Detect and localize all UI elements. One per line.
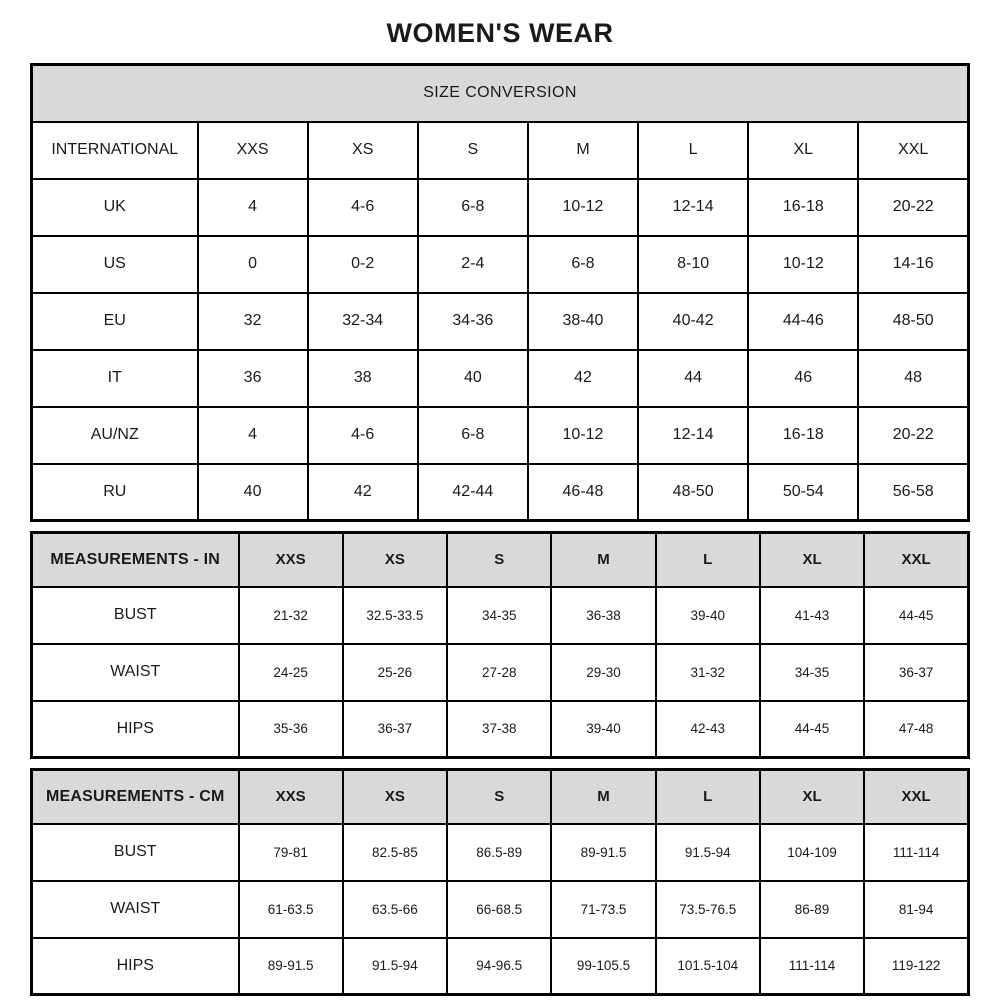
value-cell: 38 — [308, 350, 418, 407]
value-cell: 50-54 — [748, 464, 858, 521]
measurements-in-body — [32, 533, 969, 758]
value-cell: 91.5-94 — [656, 824, 760, 881]
value-cell: 44-45 — [864, 587, 968, 644]
table-row — [32, 464, 969, 521]
value-cell: 32 — [198, 293, 308, 350]
value-cell: 71-73.5 — [551, 881, 655, 938]
value-cell: 48-50 — [858, 293, 968, 350]
size-conversion-banner: SIZE CONVERSION — [32, 65, 969, 122]
value-cell: 25-26 — [343, 644, 447, 701]
value-cell: 44-46 — [748, 293, 858, 350]
value-cell: 6-8 — [418, 179, 528, 236]
value-cell: 41-43 — [760, 587, 864, 644]
size-header-row — [32, 533, 969, 587]
value-cell: 99-105.5 — [551, 938, 655, 995]
size-col-header: XL — [760, 770, 864, 824]
table-row — [32, 587, 969, 644]
page-title: WOMEN'S WEAR — [386, 18, 614, 48]
size-col-header: S — [447, 533, 551, 587]
size-col-header: XL — [748, 122, 858, 179]
row-header-label: MEASUREMENTS - CM — [32, 770, 239, 824]
row-label: WAIST — [32, 644, 239, 701]
size-conversion-table — [30, 63, 970, 522]
size-col-header: XS — [308, 122, 418, 179]
value-cell: 2-4 — [418, 236, 528, 293]
size-col-header: L — [656, 770, 760, 824]
size-header-row — [32, 770, 969, 824]
row-header-label: MEASUREMENTS - IN — [32, 533, 239, 587]
value-cell: 36 — [198, 350, 308, 407]
row-label: AU/NZ — [32, 407, 198, 464]
table-row — [32, 644, 969, 701]
size-col-header: L — [638, 122, 748, 179]
value-cell: 111-114 — [864, 824, 968, 881]
value-cell: 4 — [198, 179, 308, 236]
size-col-header: XXL — [864, 533, 968, 587]
size-col-header: L — [656, 533, 760, 587]
value-cell: 42 — [528, 350, 638, 407]
row-label: RU — [32, 464, 198, 521]
row-header-label: INTERNATIONAL — [32, 122, 198, 179]
value-cell: 42-44 — [418, 464, 528, 521]
value-cell: 42-43 — [656, 701, 760, 758]
value-cell: 6-8 — [418, 407, 528, 464]
row-label: HIPS — [32, 701, 239, 758]
value-cell: 20-22 — [858, 407, 968, 464]
value-cell: 6-8 — [528, 236, 638, 293]
size-col-header: XS — [343, 533, 447, 587]
value-cell: 34-35 — [447, 587, 551, 644]
value-cell: 10-12 — [528, 179, 638, 236]
value-cell: 81-94 — [864, 881, 968, 938]
value-cell: 10-12 — [528, 407, 638, 464]
measurements-cm-table — [30, 768, 970, 996]
size-col-header: XXL — [864, 770, 968, 824]
size-col-header: M — [528, 122, 638, 179]
table-row — [32, 179, 969, 236]
measurements-in-table — [30, 531, 970, 759]
value-cell: 4 — [198, 407, 308, 464]
value-cell: 36-38 — [551, 587, 655, 644]
table-row — [32, 407, 969, 464]
size-col-header: XS — [343, 770, 447, 824]
value-cell: 8-10 — [638, 236, 748, 293]
value-cell: 40 — [198, 464, 308, 521]
value-cell: 39-40 — [656, 587, 760, 644]
value-cell: 39-40 — [551, 701, 655, 758]
table-row — [32, 881, 969, 938]
size-col-header: XXL — [858, 122, 968, 179]
value-cell: 48 — [858, 350, 968, 407]
value-cell: 34-36 — [418, 293, 528, 350]
value-cell: 38-40 — [528, 293, 638, 350]
value-cell: 73.5-76.5 — [656, 881, 760, 938]
size-header-row — [32, 122, 969, 179]
value-cell: 63.5-66 — [343, 881, 447, 938]
size-col-header: M — [551, 770, 655, 824]
value-cell: 44 — [638, 350, 748, 407]
table-row — [32, 236, 969, 293]
value-cell: 10-12 — [748, 236, 858, 293]
value-cell: 47-48 — [864, 701, 968, 758]
value-cell: 44-45 — [760, 701, 864, 758]
value-cell: 35-36 — [239, 701, 343, 758]
row-label: UK — [32, 179, 198, 236]
value-cell: 24-25 — [239, 644, 343, 701]
size-conversion-body — [32, 122, 969, 521]
value-cell: 82.5-85 — [343, 824, 447, 881]
row-label: BUST — [32, 824, 239, 881]
value-cell: 20-22 — [858, 179, 968, 236]
size-col-header: S — [447, 770, 551, 824]
value-cell: 79-81 — [239, 824, 343, 881]
value-cell: 0-2 — [308, 236, 418, 293]
value-cell: 12-14 — [638, 407, 748, 464]
row-label: IT — [32, 350, 198, 407]
table-row — [32, 350, 969, 407]
value-cell: 89-91.5 — [239, 938, 343, 995]
value-cell: 86-89 — [760, 881, 864, 938]
value-cell: 21-32 — [239, 587, 343, 644]
size-col-header: M — [551, 533, 655, 587]
value-cell: 32.5-33.5 — [343, 587, 447, 644]
value-cell: 48-50 — [638, 464, 748, 521]
value-cell: 89-91.5 — [551, 824, 655, 881]
row-label: BUST — [32, 587, 239, 644]
value-cell: 16-18 — [748, 407, 858, 464]
size-col-header: S — [418, 122, 528, 179]
value-cell: 14-16 — [858, 236, 968, 293]
value-cell: 86.5-89 — [447, 824, 551, 881]
value-cell: 111-114 — [760, 938, 864, 995]
value-cell: 56-58 — [858, 464, 968, 521]
value-cell: 12-14 — [638, 179, 748, 236]
value-cell: 101.5-104 — [656, 938, 760, 995]
value-cell: 37-38 — [447, 701, 551, 758]
table-row — [32, 938, 969, 995]
measurements-cm-body — [32, 770, 969, 995]
size-col-header: XXS — [198, 122, 308, 179]
size-col-header: XL — [760, 533, 864, 587]
value-cell: 36-37 — [864, 644, 968, 701]
value-cell: 119-122 — [864, 938, 968, 995]
table-row — [32, 824, 969, 881]
table-row — [32, 293, 969, 350]
size-col-header: XXS — [239, 770, 343, 824]
value-cell: 27-28 — [447, 644, 551, 701]
value-cell: 4-6 — [308, 407, 418, 464]
value-cell: 29-30 — [551, 644, 655, 701]
value-cell: 36-37 — [343, 701, 447, 758]
size-col-header: XXS — [239, 533, 343, 587]
value-cell: 34-35 — [760, 644, 864, 701]
value-cell: 46 — [748, 350, 858, 407]
value-cell: 66-68.5 — [447, 881, 551, 938]
banner-row — [32, 65, 969, 122]
value-cell: 61-63.5 — [239, 881, 343, 938]
value-cell: 42 — [308, 464, 418, 521]
value-cell: 40 — [418, 350, 528, 407]
value-cell: 104-109 — [760, 824, 864, 881]
value-cell: 91.5-94 — [343, 938, 447, 995]
row-label: HIPS — [32, 938, 239, 995]
value-cell: 94-96.5 — [447, 938, 551, 995]
table-row — [32, 701, 969, 758]
row-label: US — [32, 236, 198, 293]
value-cell: 16-18 — [748, 179, 858, 236]
value-cell: 40-42 — [638, 293, 748, 350]
value-cell: 32-34 — [308, 293, 418, 350]
value-cell: 31-32 — [656, 644, 760, 701]
row-label: EU — [32, 293, 198, 350]
value-cell: 4-6 — [308, 179, 418, 236]
value-cell: 46-48 — [528, 464, 638, 521]
row-label: WAIST — [32, 881, 239, 938]
value-cell: 0 — [198, 236, 308, 293]
